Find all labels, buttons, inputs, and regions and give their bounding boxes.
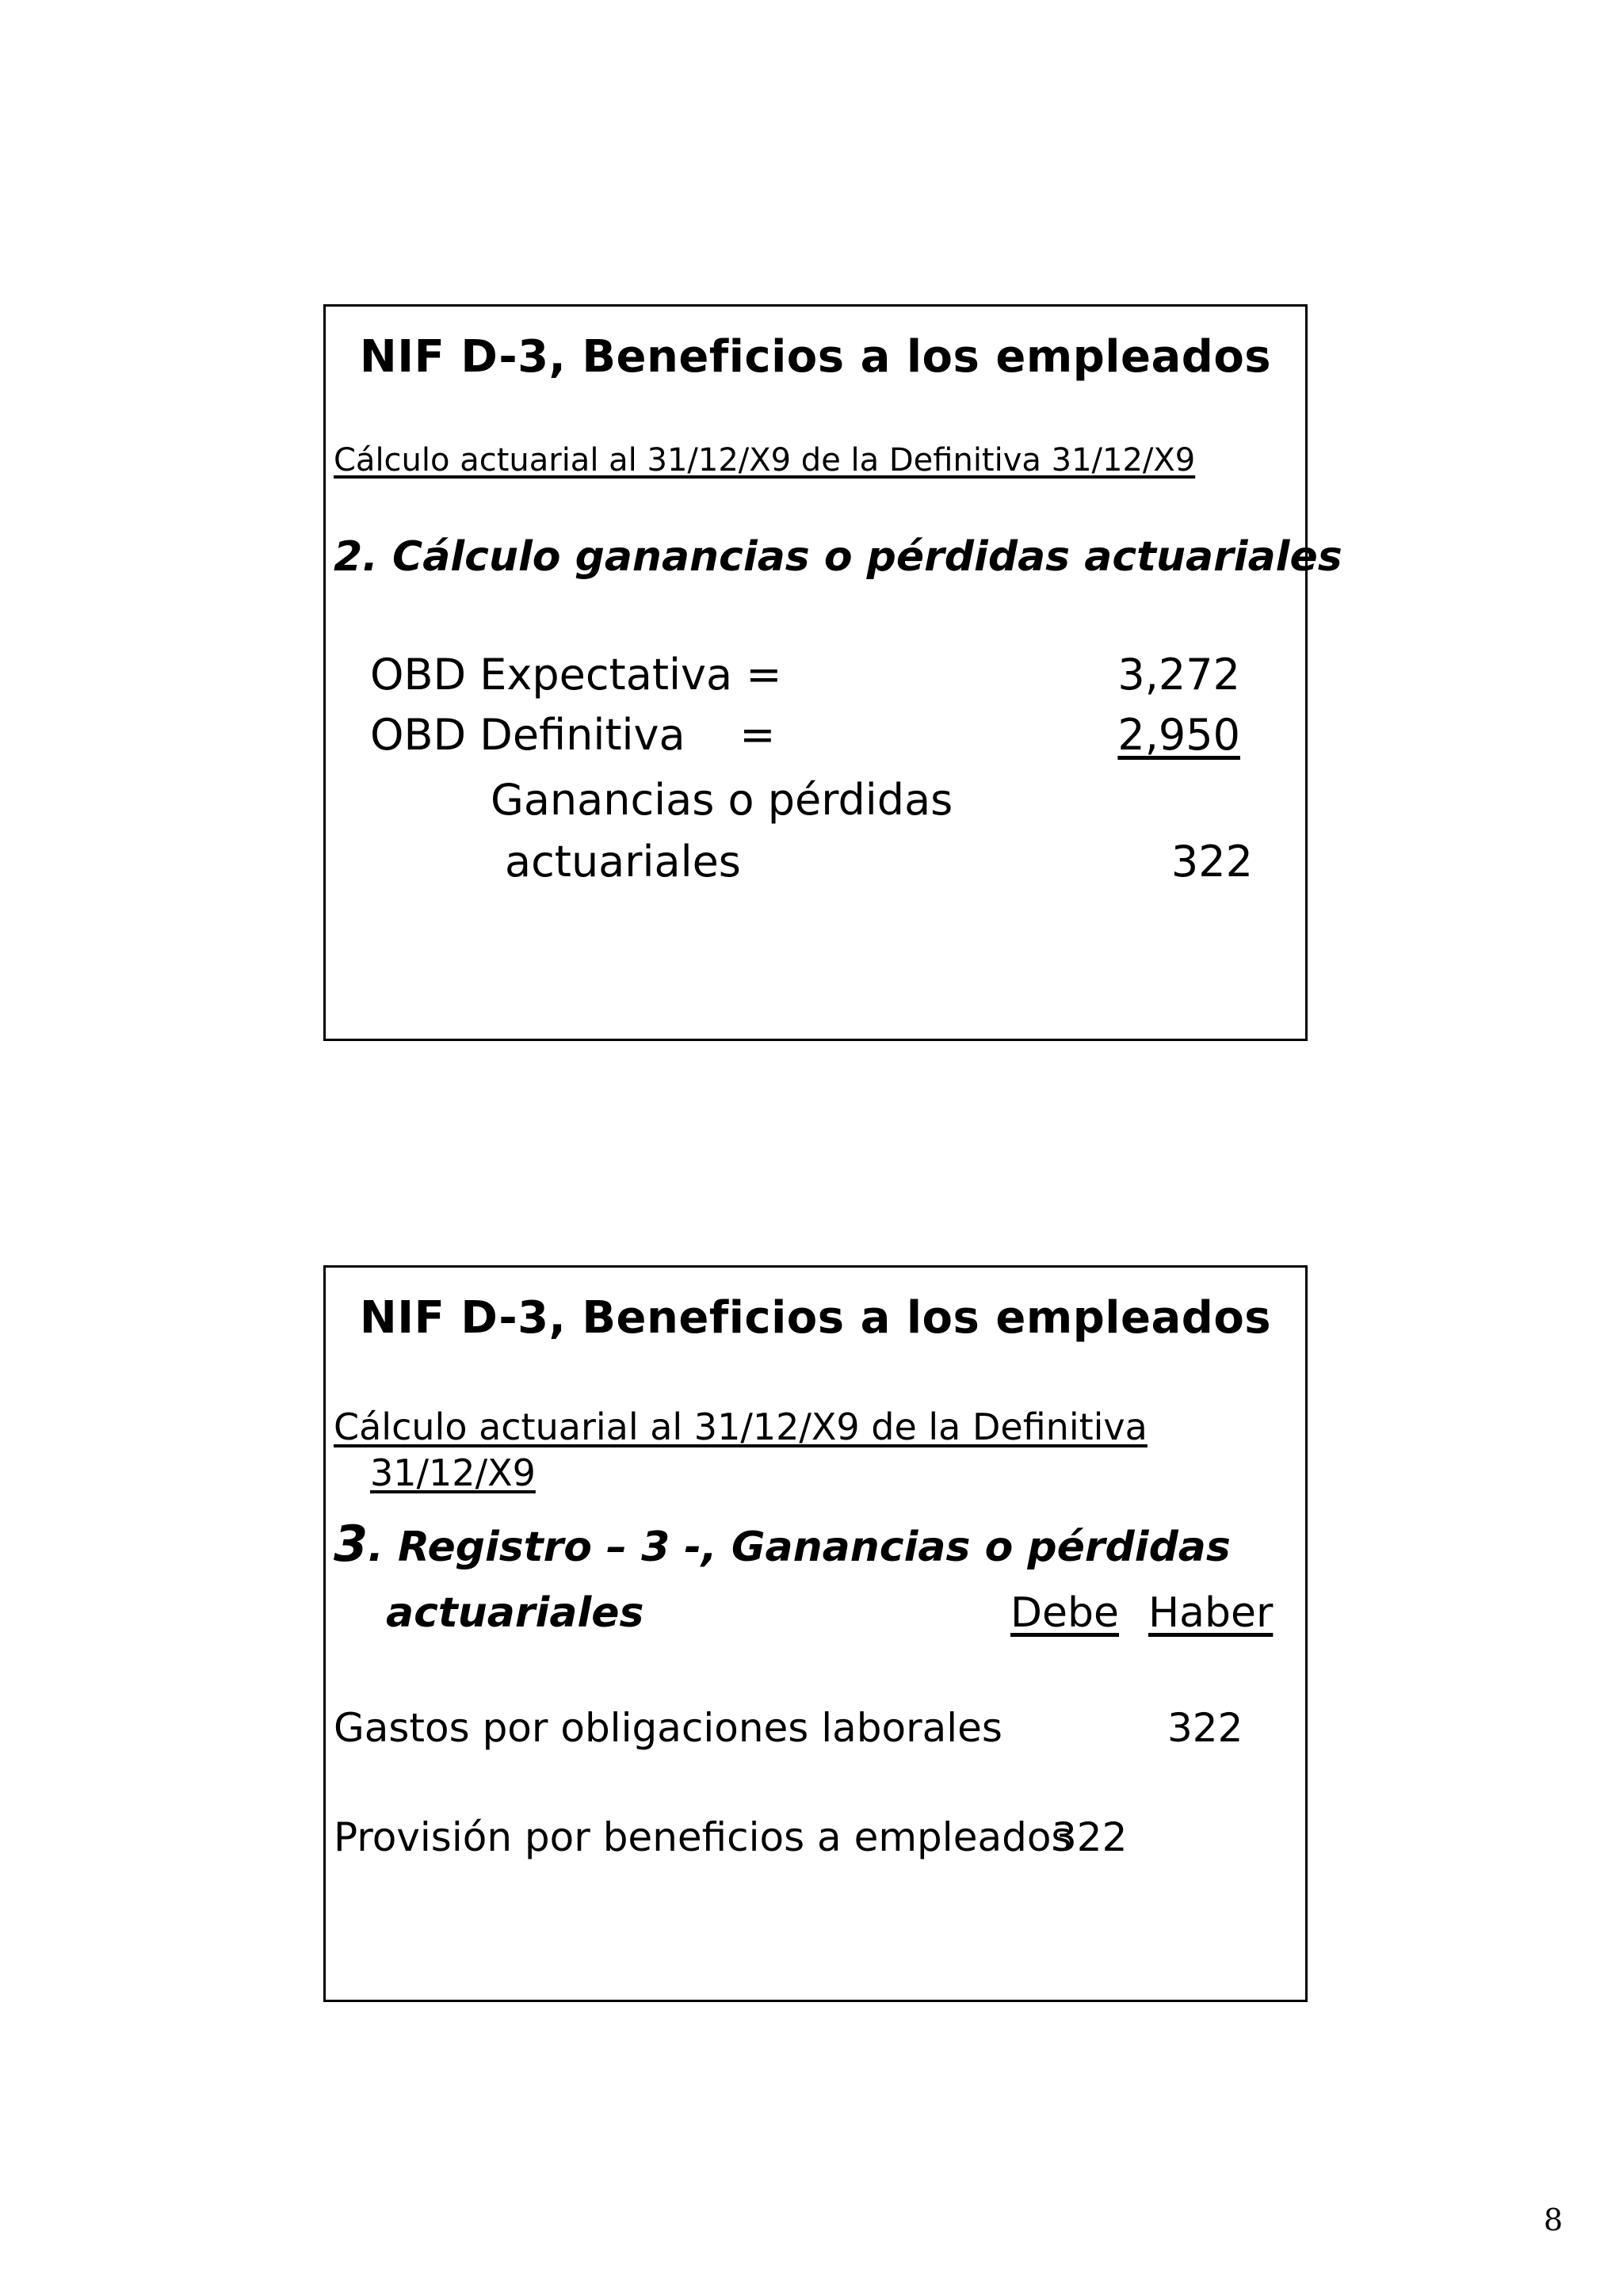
- ganancias-label-line2: actuariales: [505, 837, 741, 887]
- column-debe: Debe: [1010, 1589, 1120, 1637]
- entry-gastos-account: Gastos por obligaciones laborales: [334, 1705, 1002, 1751]
- slide-2-subtitle-line2: 31/12/X9: [370, 1451, 536, 1494]
- page-number: 8: [1543, 2203, 1563, 2237]
- slide-2-title: NIF D-3, Beneficios a los empleados: [359, 1292, 1272, 1344]
- obd-expectativa-label: OBD Expectativa =: [370, 650, 782, 700]
- entry-provision-amount: 322: [1052, 1814, 1128, 1860]
- slide-2-subtitle-line1: Cálculo actuarial al 31/12/X9 de la Definitiva: [334, 1405, 1148, 1448]
- column-haber: Haber: [1148, 1589, 1274, 1637]
- section-title-line1: . Registro – 3 -, Ganancias o pérdidas: [368, 1524, 1231, 1571]
- obd-definitiva-value: 2,950: [1117, 710, 1240, 760]
- entry-gastos-amount: 322: [1167, 1705, 1243, 1751]
- ganancias-label-line1: Ganancias o pérdidas: [491, 775, 953, 825]
- slide-1-section-heading: 2. Cálculo ganancias o pérdidas actuariales: [334, 533, 1342, 581]
- section-title-line2: actuariales: [386, 1589, 644, 1637]
- slide-1-title: NIF D-3, Beneficios a los empleados: [359, 331, 1272, 383]
- obd-definitiva-label: OBD Definitiva =: [370, 710, 776, 760]
- obd-expectativa-value: 3,272: [1117, 650, 1240, 700]
- ganancias-value: 322: [1170, 837, 1253, 887]
- slide-2: [323, 1265, 1308, 2002]
- slide-1-subtitle: Cálculo actuarial al 31/12/X9 de la Definitiva 31/12/X9: [334, 442, 1196, 479]
- entry-provision-account: Provisión por beneficios a empleados: [334, 1814, 1072, 1860]
- slide-2-section-heading: [334, 1515, 1231, 1573]
- slide-1: [323, 304, 1342, 1041]
- section-number: 3: [334, 1515, 369, 1573]
